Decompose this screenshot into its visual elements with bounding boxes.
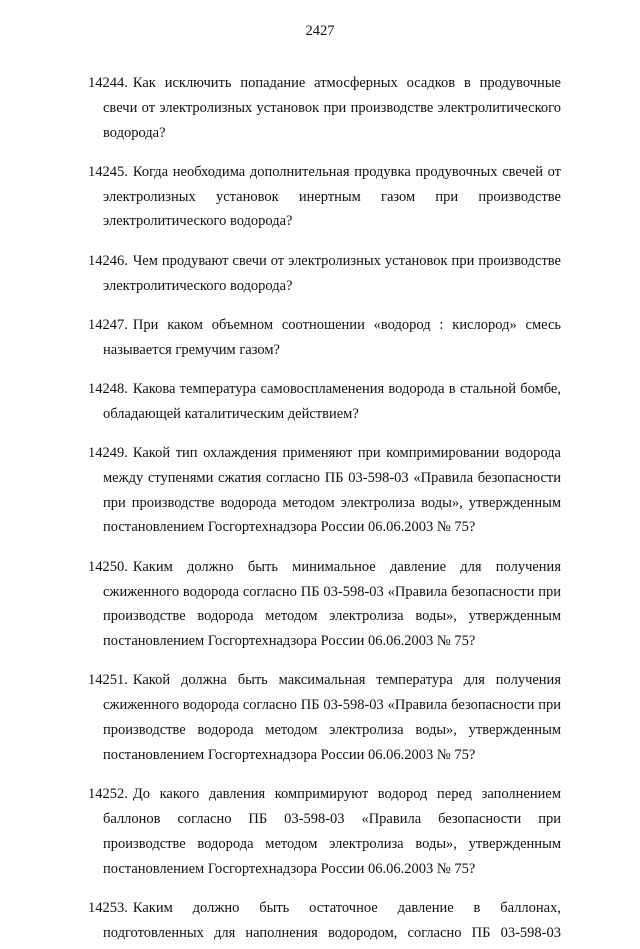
- question-item: [88, 377, 561, 427]
- question-item: [88, 313, 561, 363]
- question-item: [88, 249, 561, 299]
- question-number: 14249.: [88, 445, 128, 462]
- page-number: 2427: [305, 23, 335, 39]
- question-number: 14250.: [88, 558, 128, 575]
- question-list: [88, 71, 561, 949]
- question-number: 14246.: [88, 252, 128, 269]
- question-number: 14252.: [88, 786, 128, 803]
- question-text: Как исключить попадание атмосферных осадков в продувочные свечи от электролизных установок при производстве электролитического водорода?: [103, 75, 561, 141]
- question-number: 14251.: [88, 672, 128, 689]
- question-number: 14247.: [88, 316, 128, 333]
- question-number: 14253.: [88, 899, 128, 916]
- question-item: [88, 896, 561, 946]
- question-text: Каким должно быть остаточное давление в баллонах, подготовленных для наполнения водородом, согласно ПБ 03-598-03: [103, 899, 561, 941]
- question-number: 14245.: [88, 163, 128, 180]
- question-text: Когда необходима дополнительная продувка продувочных свечей от электролизных установок инертным газом при производстве электролитического водорода?: [103, 163, 561, 230]
- question-item: [88, 555, 561, 654]
- question-text: Каким должно быть минимальное давление для получения сжиженного водорода согласно ПБ 03-598-03 «Правила безопасности при производстве водорода методом электролиза воды», утвержденным постановлением Госгортехнадзора России 06.06.2003 № 75?: [103, 558, 561, 650]
- question-item: [88, 668, 561, 767]
- question-text: До какого давления компримируют водород перед заполнением баллонов согласно ПБ 03-598-03 «Правила безопасности при производстве водорода методом электролиза воды», утвержденным постановлением Госгортехнадзора России 06.06.2003 № 75?: [103, 786, 561, 877]
- question-text: Какой должна быть максимальная температура для получения сжиженного водорода согласно ПБ 03-598-03 «Правила безопасности при производстве водорода методом электролиза воды», утвержденным постановлением Госгортехнадзора России 06.06.2003 № 75?: [103, 672, 561, 763]
- question-text: Какой тип охлаждения применяют при компримировании водорода между ступенями сжатия согласно ПБ 03-598-03 «Правила безопасности при производстве водорода методом электролиза воды», утвержденным постановлением Госгортехнадзора России 06.06.2003 № 75?: [103, 445, 561, 536]
- question-text: Чем продувают свечи от электролизных установок при производстве электролитического водорода?: [103, 252, 561, 294]
- question-item: [88, 782, 561, 881]
- question-item: [88, 441, 561, 540]
- question-text: Какова температура самовоспламенения водорода в стальной бомбе, обладающей каталитическим действием?: [103, 380, 561, 422]
- question-text: При каком объемном соотношении «водород : кислород» смесь называется гремучим газом?: [103, 316, 561, 358]
- question-number: 14248.: [88, 380, 128, 397]
- question-item: [88, 71, 561, 145]
- question-item: [88, 160, 561, 234]
- question-number: 14244.: [88, 75, 128, 91]
